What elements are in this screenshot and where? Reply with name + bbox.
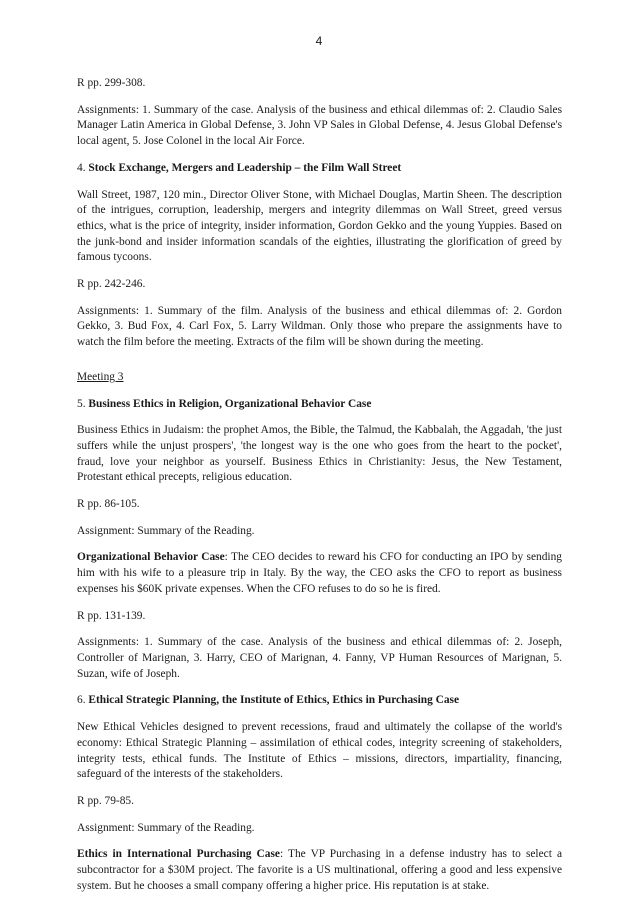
case-paragraph <box>77 550 562 597</box>
meeting-heading: Meeting 3 <box>77 370 124 383</box>
section-heading-4 <box>77 161 562 177</box>
case-text: : The VP Purchasing in a defense industry has to select a subcontractor for a $30M project. The favorite is a US multinational, offering a good and less expensive system. But he chooses a small company offering a higher price. His reputation is at stake. <box>77 848 562 892</box>
section-number: 6. <box>77 694 89 707</box>
section-title: Ethical Strategic Planning, the Institute of Ethics, Ethics in Purchasing Case <box>88 694 460 707</box>
reading-reference: R pp. 86-105. <box>77 498 140 511</box>
section-number: 4. <box>77 161 89 174</box>
case-title: Organizational Behavior Case <box>77 551 225 564</box>
description-paragraph: Wall Street, 1987, 120 min., Director Oliver Stone, with Michael Douglas, Martin Sheen. The description of the intrigues, corruption, leadership, mergers and integrity dilemmas on Wall Street, greed versus ethics, what is the price of integrity, insider information, Gordon Gekko and the young Yuppies. Based on the junk-bond and insider information scandals of the eighties, illustrating the glorification of greed by famous tycoons. <box>77 188 562 264</box>
assignments-paragraph: Assignments: 1. Summary of the case. Analysis of the business and ethical dilemmas of: 2. Claudio Sales Manager Latin America in Global Defense, 3. John VP Sales in Global Defense, 4. Jesus Global Defense's local agent, 5. Jose Colonel in the local Air Force. <box>77 103 562 148</box>
section-title: Business Ethics in Religion, Organizational Behavior Case <box>88 397 372 410</box>
reading-reference: R pp. 242-246. <box>77 278 146 291</box>
case-paragraph <box>77 847 562 894</box>
page-number: 4 <box>315 34 323 48</box>
case-title: Ethics in International Purchasing Case <box>77 848 280 861</box>
assignments-paragraph: Assignments: 1. Summary of the film. Analysis of the business and ethical dilemmas of: 2. Gordon Gekko, 3. Bud Fox, 4. Carl Fox, 5. Larry Wildman. Only those who prepare the assignments have to watch the film before the meeting. Extracts of the film will be shown during the meeting. <box>77 304 562 349</box>
case-text: : The CEO decides to reward his CFO for conducting an IPO by sending him with his wife to a pleasure trip in Italy. By the way, the CEO asks the CFO to report as business expenses his $60K private expenses. When the CFO refuses to do so he is fired. <box>77 551 562 595</box>
section-heading-6 <box>77 693 562 709</box>
reading-reference: R pp. 79-85. <box>77 794 134 807</box>
reading-reference: R pp. 131-139. <box>77 609 146 622</box>
page-content <box>77 76 562 905</box>
assignment-paragraph: Assignment: Summary of the Reading. <box>77 524 255 537</box>
description-paragraph: Business Ethics in Judaism: the prophet Amos, the Bible, the Talmud, the Kabbalah, the Aggadah, 'the just suffers while the unjust prospers', 'the longest way is the one who goes from the heart to the pocket', fraud, love your neighbor as yourself. Business Ethics in Christianity: Jesus, the New Testament, Protestant ethical precepts, religious education. <box>77 424 562 484</box>
reading-reference: R pp. 299-308. <box>77 77 146 89</box>
assignments-paragraph: Assignments: 1. Summary of the case. Analysis of the business and ethical dilemmas of: 2. Joseph, Controller of Marignan, 3. Harry, CEO of Marignan, 4. Fanny, VP Human Resources of Marignan, 5. Suzan, wife of Joseph. <box>77 636 562 680</box>
section-heading-5 <box>77 397 562 413</box>
description-paragraph: New Ethical Vehicles designed to prevent recessions, fraud and ultimately the collapse of the world's economy: Ethical Strategic Planning – assimilation of ethical codes, integrity screening of stakeholders, integrity tests, ethical funds. The Institute of Ethics – missions, directors, impartiality, financing, safeguard of the interests of the stakeholders. <box>77 721 562 781</box>
section-number: 5. <box>77 397 89 410</box>
section-title: Stock Exchange, Mergers and Leadership – the Film Wall Street <box>88 161 402 174</box>
assignment-paragraph: Assignment: Summary of the Reading. <box>77 821 255 834</box>
